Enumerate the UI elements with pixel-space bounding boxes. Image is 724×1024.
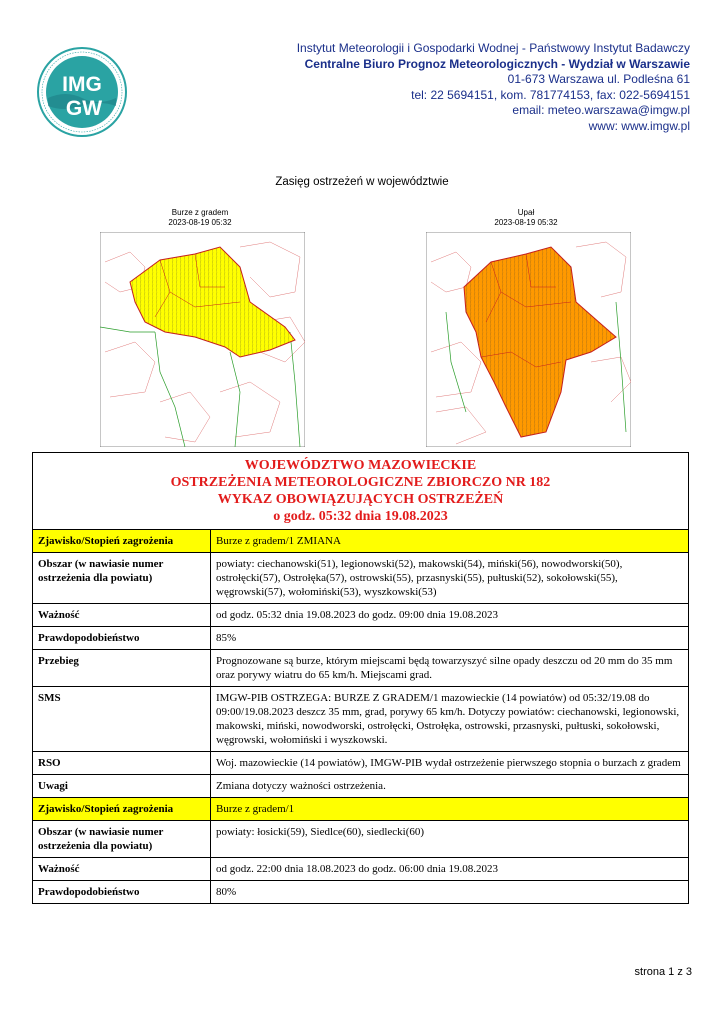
warnings-title xyxy=(33,453,689,530)
warnings-table xyxy=(32,452,689,904)
right-map-caption xyxy=(426,208,626,228)
left-map-date: 2023-08-19 05:32 xyxy=(168,218,232,227)
header-phone: tel: 22 5694151, kom. 781774153, fax: 022-5694151 xyxy=(411,87,690,102)
row-value: powiaty: ciechanowski(51), legionowski(52), makowski(54), miński(56), nowodworski(50), ostrołęcki(57), Ostrołęka(57), ostrowski(55), przasnyski(55), pułtuski(52), sokołowski(55), węgrowski(57), wołomiński(53), wyszkowski(53) xyxy=(211,553,689,604)
row-value: od godz. 22:00 dnia 18.08.2023 do godz. 06:00 dnia 19.08.2023 xyxy=(211,858,689,881)
row-label: RSO xyxy=(33,752,211,775)
left-warning-map xyxy=(100,232,305,447)
table-row xyxy=(33,752,689,775)
row-value: od godz. 05:32 dnia 19.08.2023 do godz. 09:00 dnia 19.08.2023 xyxy=(211,604,689,627)
title-line-2: OSTRZEŻENIA METEOROLOGICZNE ZBIORCZO NR 182 xyxy=(170,475,551,490)
row-label: Przebieg xyxy=(33,650,211,687)
header-email[interactable]: email: meteo.warszawa@imgw.pl xyxy=(512,103,690,117)
row-label: Obszar (w nawiasie numer ostrzeżenia dla powiatu) xyxy=(33,821,211,858)
table-row xyxy=(33,650,689,687)
table-row xyxy=(33,687,689,752)
table-row xyxy=(33,881,689,904)
table-row xyxy=(33,821,689,858)
row-value: 85% xyxy=(211,627,689,650)
page-number: strona 1 z 3 xyxy=(634,966,692,978)
table-row xyxy=(33,553,689,604)
logo-text-top: IMG xyxy=(62,73,102,96)
table-row xyxy=(33,858,689,881)
right-map-name: Upał xyxy=(517,208,535,217)
row-value: powiaty: łosicki(59), Siedlce(60), siedlecki(60) xyxy=(211,821,689,858)
row-value: Woj. mazowieckie (14 powiatów), IMGW-PIB wydał ostrzeżenie pierwszego stopnia o burzach z gradem xyxy=(211,752,689,775)
left-map-caption xyxy=(100,208,300,228)
imgw-logo xyxy=(36,46,128,138)
table-row xyxy=(33,798,689,821)
table-row xyxy=(33,627,689,650)
title-line-3: WYKAZ OBOWIĄZUJĄCYCH OSTRZEŻEŃ xyxy=(217,492,504,507)
header-line-2: Centralne Biuro Prognoz Meteorologicznych - Wydział w Warszawie xyxy=(304,56,690,71)
right-map-date: 2023-08-19 05:32 xyxy=(494,218,558,227)
table-row xyxy=(33,775,689,798)
right-warning-map xyxy=(426,232,631,447)
row-value: 80% xyxy=(211,881,689,904)
table-row xyxy=(33,604,689,627)
header-www[interactable]: www: www.imgw.pl xyxy=(588,118,690,133)
row-label: Ważność xyxy=(33,858,211,881)
row-label: Zjawisko/Stopień zagrożenia xyxy=(33,798,211,821)
row-value: Zmiana dotyczy ważności ostrzeżenia. xyxy=(211,775,689,798)
row-value: Prognozowane są burze, którym miejscami będą towarzyszyć silne opady deszczu od 20 mm do 35 mm oraz porywy wiatru do 65 km/h. Miejscami grad. xyxy=(211,650,689,687)
row-label: Uwagi xyxy=(33,775,211,798)
row-label: Prawdopodobieństwo xyxy=(33,627,211,650)
row-label: Ważność xyxy=(33,604,211,627)
logo-text-bottom: GW xyxy=(65,97,103,120)
row-label: SMS xyxy=(33,687,211,752)
row-value: Burze z gradem/1 ZMIANA xyxy=(211,530,689,553)
maps-title: Zasięg ostrzeżeń w województwie xyxy=(275,176,449,188)
left-map-name: Burze z gradem xyxy=(171,208,229,217)
row-value: Burze z gradem/1 xyxy=(211,798,689,821)
row-label: Zjawisko/Stopień zagrożenia xyxy=(33,530,211,553)
table-row xyxy=(33,530,689,553)
row-value: IMGW-PIB OSTRZEGA: BURZE Z GRADEM/1 mazowieckie (14 powiatów) od 05:32/19.08 do 09:00/19.08.2023 deszcz 35 mm, grad, porywy 65 km/h. Dotyczy powiatów: ciechanowski, legionowski, makowski, miński, nowodworski, ostrołęcki, Ostrołęka, ostrowski, przasnyski, pułtuski, sokołowski, węgrowski, wołomiński i wyszkowski. xyxy=(211,687,689,752)
title-line-4: o godz. 05:32 dnia 19.08.2023 xyxy=(273,509,448,524)
header-address: 01-673 Warszawa ul. Podleśna 61 xyxy=(507,72,690,86)
header-line-1: Instytut Meteorologii i Gospodarki Wodnej - Państwowy Instytut Badawczy xyxy=(296,41,690,55)
title-line-1: WOJEWÓDZTWO MAZOWIECKIE xyxy=(244,458,477,473)
row-label: Prawdopodobieństwo xyxy=(33,881,211,904)
institution-header xyxy=(297,41,690,134)
row-label: Obszar (w nawiasie numer ostrzeżenia dla powiatu) xyxy=(33,553,211,604)
